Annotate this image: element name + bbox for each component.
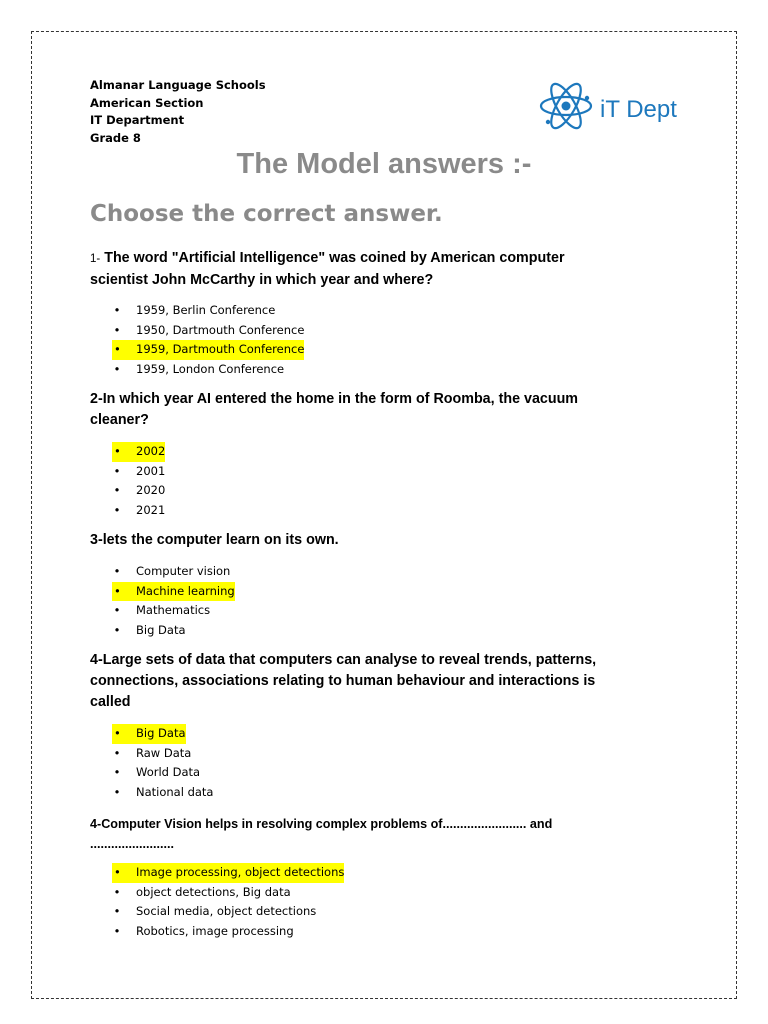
question-4: [90, 650, 650, 713]
bullet-icon: •: [113, 765, 121, 779]
question-text-line: 4-Large sets of data that computers can analyse to reveal trends, patterns,: [90, 652, 597, 668]
page-title: The Model answers :-: [236, 148, 532, 180]
question-text-line: 4-Computer Vision helps in resolving complex problems of........................ and: [90, 817, 553, 831]
bullet-icon: •: [113, 603, 121, 617]
bullet-icon: •: [112, 442, 136, 462]
option-label: Machine learning: [136, 582, 235, 602]
grade-label: Grade 8: [90, 130, 141, 145]
section-name: American Section: [90, 95, 204, 110]
department-name: IT Department: [90, 113, 185, 127]
option-label: 1959, Berlin Conference: [136, 303, 276, 317]
bullet-icon: •: [113, 745, 121, 760]
question-text-line: The word "Artificial Intelligence" was coined by American computer: [100, 250, 565, 266]
question-2: [90, 389, 650, 431]
option-label: 2021: [136, 502, 166, 517]
bullet-icon: •: [112, 863, 136, 883]
question-text-line: called: [90, 694, 131, 710]
option-label: Mathematics: [136, 603, 211, 617]
option-label: Big Data: [136, 622, 186, 637]
bullet-icon: •: [113, 564, 121, 578]
bullet-icon: •: [113, 463, 121, 478]
option-label: 1950, Dartmouth Conference: [136, 322, 305, 337]
bullet-icon: •: [113, 322, 121, 337]
school-name: Almanar Language Schools: [90, 78, 266, 92]
bullet-icon: •: [112, 724, 136, 744]
question-number: 1-: [90, 253, 101, 265]
option-label: 1959, Dartmouth Conference: [136, 340, 304, 360]
bullet-icon: •: [113, 502, 121, 517]
bullet-icon: •: [113, 784, 121, 799]
bullet-icon: •: [113, 622, 121, 637]
question-text-line: ........................: [90, 837, 174, 851]
bullet-icon: •: [113, 303, 121, 317]
question-text-line: 2-In which year AI entered the home in the form of Roomba, the vacuum: [90, 391, 579, 407]
option-label: 2020: [136, 483, 166, 497]
question-1: [90, 248, 650, 291]
option-label: Social media, object detections: [136, 904, 317, 918]
option-label: World Data: [136, 765, 201, 779]
option-label: 2001: [136, 463, 166, 478]
option-label: 1959, London Conference: [136, 361, 285, 376]
option-label: 2002: [136, 442, 165, 462]
question-5: [90, 814, 650, 854]
question-text-line: scientist John McCarthy in which year and where?: [90, 272, 434, 288]
bullet-icon: •: [112, 582, 136, 602]
option-label: object detections, Big data: [136, 884, 291, 899]
option-label: Raw Data: [136, 745, 192, 760]
question-text-line: 3-lets the computer learn on its own.: [90, 532, 339, 548]
option-label: Computer vision: [136, 564, 231, 578]
option-label: Robotics, image processing: [136, 923, 294, 938]
bullet-icon: •: [113, 904, 121, 918]
option-label: Big Data: [136, 724, 186, 744]
section-title: Choose the correct answer.: [90, 201, 443, 227]
question-text-line: connections, associations relating to human behaviour and interactions is: [90, 673, 596, 689]
bullet-icon: •: [113, 361, 121, 376]
logo-text: iT Dept: [600, 96, 677, 123]
school-header: [90, 77, 266, 147]
option-label: Image processing, object detections: [136, 863, 344, 883]
bullet-icon: •: [112, 340, 136, 360]
option-label: National data: [136, 784, 214, 799]
bullet-icon: •: [113, 483, 121, 497]
question-text-line: cleaner?: [90, 412, 149, 428]
question-3: [90, 530, 650, 551]
bullet-icon: •: [113, 923, 121, 938]
bullet-icon: •: [113, 884, 121, 899]
